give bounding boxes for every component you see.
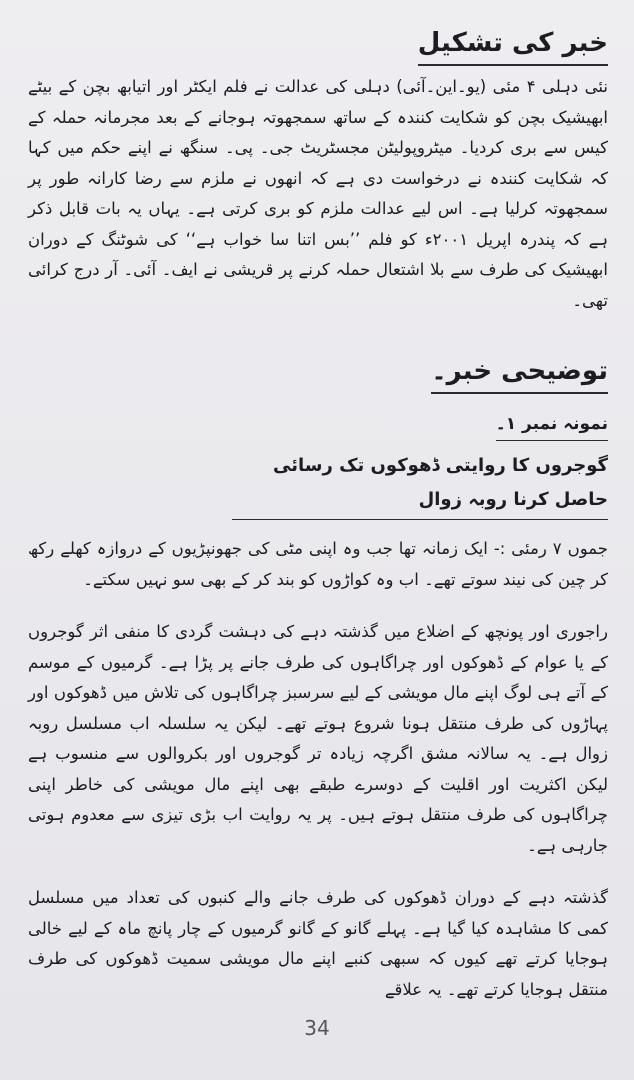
section-news-formation xyxy=(28,22,608,316)
section-heading: خبر کی تشکیل xyxy=(418,22,608,66)
sample-label: نمونہ نمبر ۱۔ xyxy=(496,408,608,441)
news-paragraph: جموں ۷ رمئی :- ایک زمانہ تھا جب وہ اپنی مٹی کی جھونپڑیوں کے دروازہ کھلے رکھ کر چین کی نیند سوتے تھے۔ اب وہ کواڑوں کو بند کر کے بھی سو نہیں سکتے۔ xyxy=(28,539,609,589)
spacer xyxy=(28,595,608,617)
spacer xyxy=(28,861,608,883)
section-heading: توضیحی خبر۔ xyxy=(431,350,608,394)
section-explanatory-news xyxy=(28,346,608,1005)
spacer xyxy=(28,316,608,346)
news-paragraph: نئی دہلی ۴ مئی (یو۔این۔آئی) دہلی کی عدالت نے فلم ایکٹر اور اتیابھ بچن کے بیٹے ابھیشیک بچن کو شکایت کنندہ کے ساتھ سمجھوتہ ہوجانے کے بعد مجرمانہ حملہ کے کیس سے بری کردیا۔ میٹروپولیٹن مجسٹریٹ جی۔ پی۔ سنگھ نے اپنے حکم میں کہا کہ شکایت کنندہ نے درخواست دی ہے کہ انھوں نے ملزم سے رضا کارانہ طور پر سمجھوتہ کرلیا ہے۔ اس لیے عدالت ملزم کو بری کرتی ہے۔ یہاں یہ بات قابل ذکر ہے کہ پندرہ اپریل ۲۰۰۱ء کو فلم ’’بس اتنا سا خواب ہے‘‘ کی شوٹنگ کے دوران ابھیشیک کی طرف سے بلا اشتعال حملہ کرنے پر قریشی نے ایف۔ آئی۔ آر درج کرائی تھی۔ xyxy=(28,77,608,310)
news-paragraph: گذشتہ دہے کے دوران ڈھوکوں کی طرف جانے والے کنبوں کی تعداد میں مسلسل کمی کا مشاہدہ کیا گیا ہے۔ پہلے گانو کے گانو گرمیوں کے چار پانچ ماہ کے لیے خالی ہوجایا کرتے تھے کیوں کہ سبھی کنبے اپنے مال مویشی سمیت ڈھوکوں کی طرف منتقل ہوجایا کرتے تھے۔ یہ علاقے xyxy=(28,888,608,999)
news-paragraph: راجوری اور پونچھ کے اضلاع میں گذشتہ دہے کی دہشت گردی کا منفی اثر گوجروں کے یا عوام کے ڈھوکوں اور چراگاہوں کی طرف جانے پر پڑا ہے۔ گرمیوں کے موسم کے آتے ہی لوگ اپنے مال مویشی کے لیے سرسبز چراگاہوں کی تلاش میں ڈھوکوں اور پہاڑوں کی طرف منتقل ہونا شروع ہوتے تھے۔ لیکن یہ سلسلہ اب مسلسل روبہ زوال ہے۔ یہ سالانہ مشق اگرچہ زیادہ تر گوجروں اور بکروالوں سے منسوب ہے لیکن اکثریت اور اقلیت کے دوسرے طبقے بھی اپنے مال مویشی کی خاطر اپنی چراگاہوں کی طرف منتقل ہوتے ہیں۔ پر یہ روایت اب بڑی تیزی سے معدوم ہوتی جارہی ہے۔ xyxy=(28,622,608,855)
page-number: 34 xyxy=(304,1016,330,1040)
news-headline: گوجروں کا روایتی ڈھوکوں تک رسائی حاصل کرنا روبہ زوال xyxy=(232,449,608,520)
